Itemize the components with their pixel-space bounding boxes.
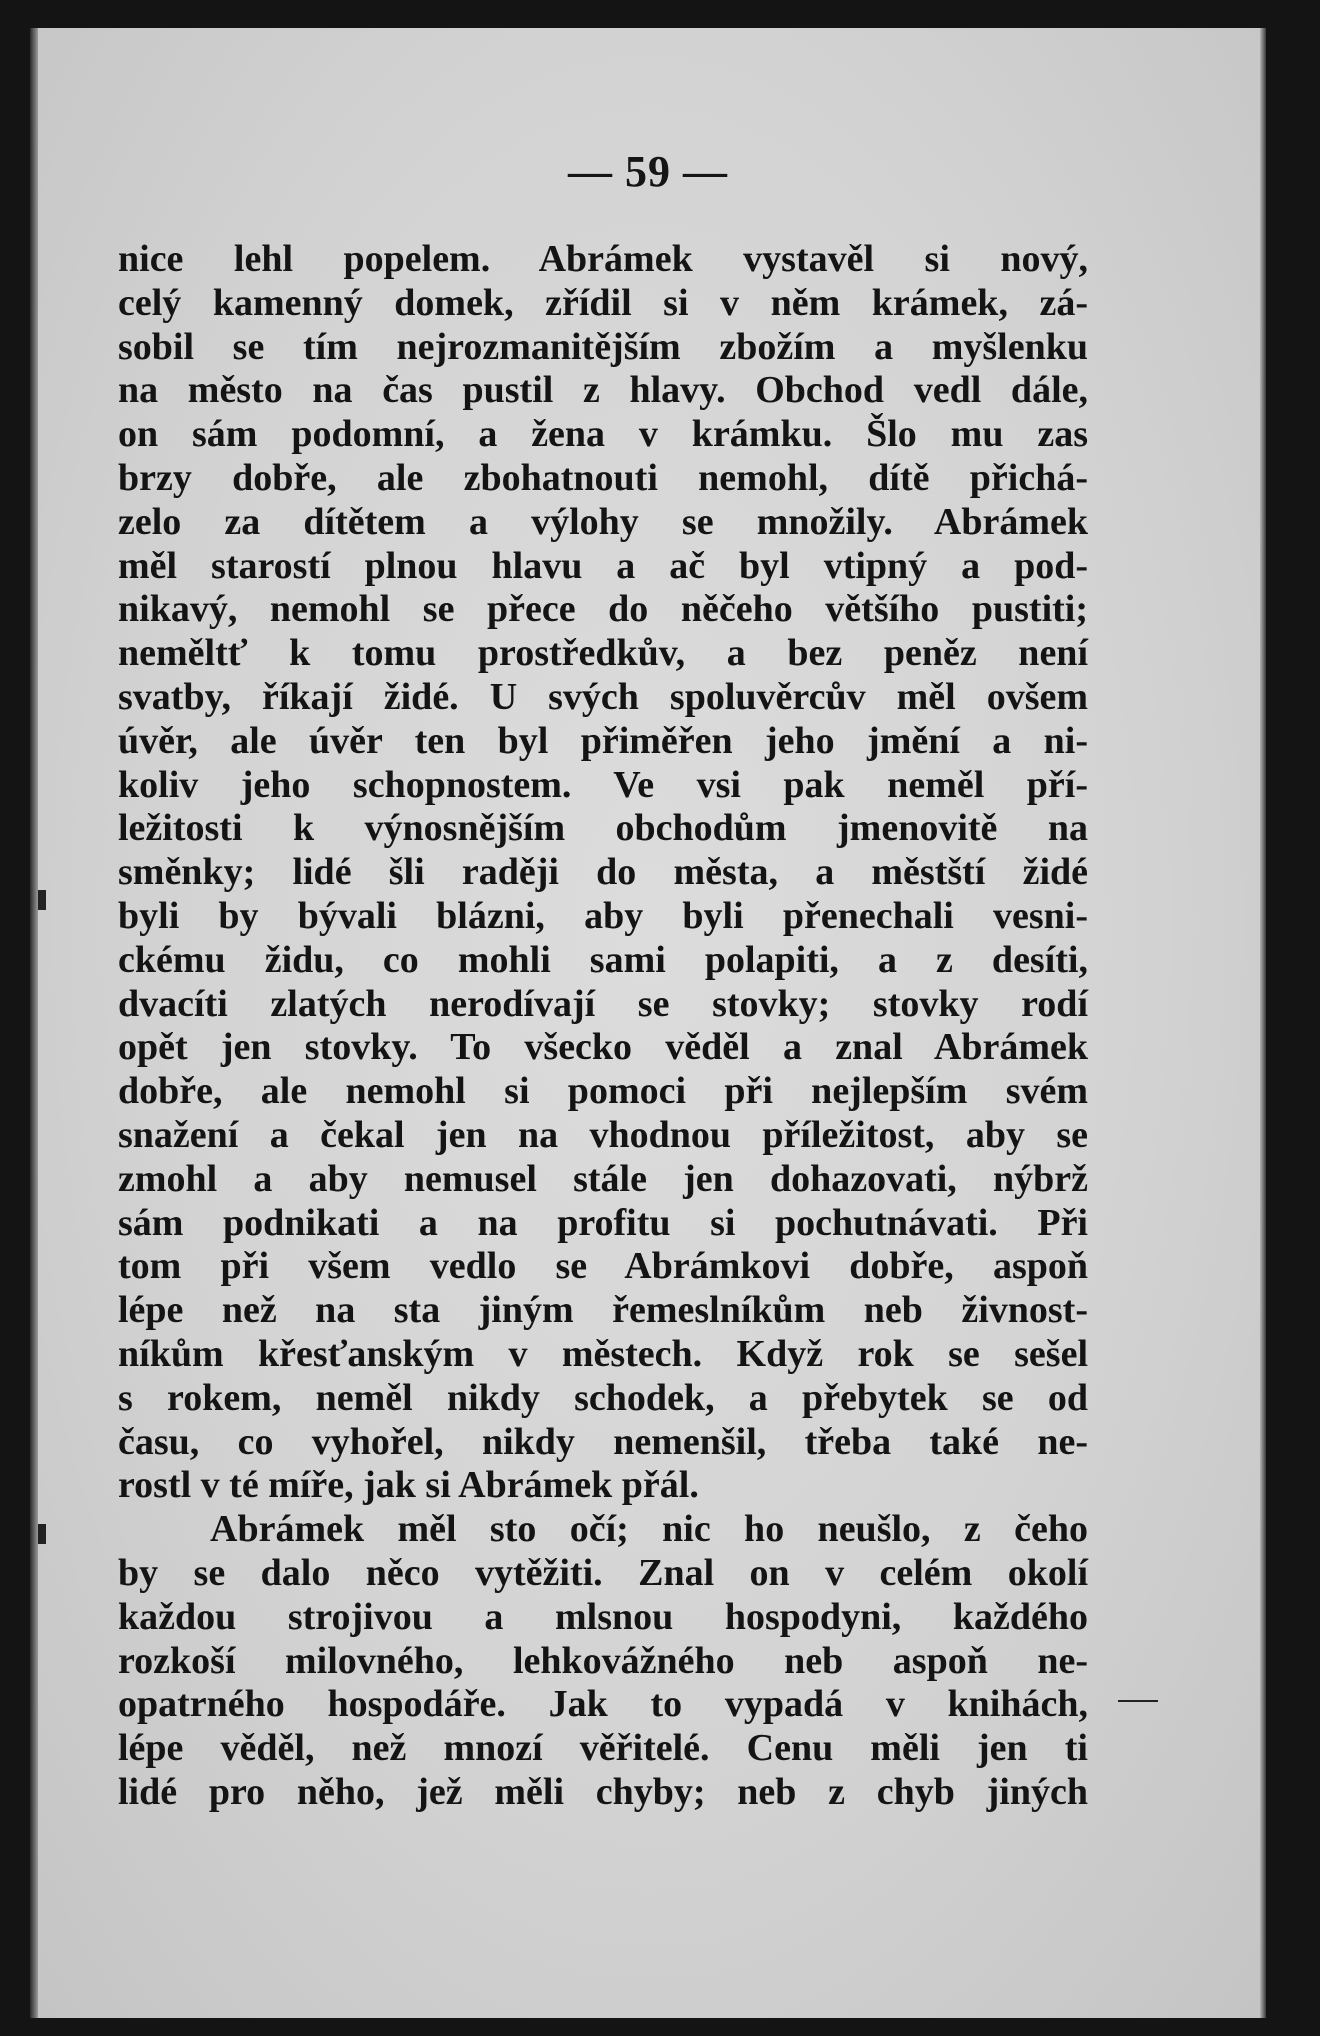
text-line: Abrámek měl sto očí; nic ho neušlo, z čeho [210,1508,1088,1551]
text-line: byli by bývali blázni, aby byli přenechali vesni- [118,894,1088,937]
text-line: zmohl a aby nemusel stále jen dohazovati, nýbrž [118,1157,1088,1200]
text-line: nikavý, nemohl se přece do něčeho většího pustiti; [118,588,1088,631]
text-line: brzy dobře, ale zbohatnouti nemohl, dítě přichá- [118,456,1088,499]
margin-mark [1118,1700,1158,1702]
text-line: snažení a čekal jen na vhodnou příležitost, aby se [118,1113,1088,1156]
page-left-edge [30,28,38,2018]
text-line: času, co vyhořel, nikdy nemenšil, třeba také ne- [118,1420,1088,1463]
text-line: s rokem, neměl nikdy schodek, a přebytek se od [118,1376,1088,1419]
text-line: sobil se tím nejrozmanitějším zbožím a myšlenku [118,325,1088,368]
text-line: koliv jeho schopnostem. Ve vsi pak neměl pří- [118,763,1088,806]
text-line: celý kamenný domek, zřídil si v něm krámek, zá- [118,281,1088,324]
text-line: směnky; lidé šli raději do města, a městští židé [118,851,1088,894]
text-line: nice lehl popelem. Abrámek vystavěl si nový, [118,238,1088,280]
text-line: dobře, ale nemohl si pomoci při nejlepším svém [118,1070,1088,1113]
text-line: ležitosti k výnosnějším obchodům jmenovitě na [118,807,1088,850]
text-line: lépe než na sta jiným řemeslníkům neb živnost- [118,1289,1088,1332]
text-line: svatby, říkají židé. U svých spoluvěrcův měl ovšem [118,675,1088,718]
body-text [118,238,1088,1815]
text-line: tom při všem vedlo se Abrámkovi dobře, aspoň [118,1245,1088,1288]
text-line: rozkoší milovného, lehkovážného neb aspoň ne- [118,1639,1088,1682]
text-line: ckému židu, co mohli sami polapiti, a z desíti, [118,938,1088,981]
text-line: opatrného hospodáře. Jak to vypadá v knihách, [118,1683,1088,1726]
text-line: neměltť k tomu prostředkův, a bez peněz není [118,632,1088,675]
margin-mark [38,1524,46,1544]
page-right-edge [1260,28,1266,2018]
text-line: opět jen stovky. To všecko věděl a znal Abrámek [118,1026,1088,1069]
text-line: sám podnikati a na profitu si pochutnávati. Při [118,1201,1088,1244]
text-line: měl starostí plnou hlavu a ač byl vtipný a pod- [118,544,1088,587]
text-line: zelo za dítětem a výlohy se množily. Abrámek [118,500,1088,543]
book-page [30,28,1266,2018]
text-line: níkům křesťanským v městech. Když rok se sešel [118,1332,1088,1375]
margin-mark [38,890,46,910]
text-line: na město na čas pustil z hlavy. Obchod vedl dále, [118,369,1088,412]
text-line: lépe věděl, než mnozí věřitelé. Cenu měli jen ti [118,1727,1088,1770]
text-line: rostl v té míře, jak si Abrámek přál. [118,1464,699,1507]
text-line: úvěr, ale úvěr ten byl přiměřen jeho jmění a ni- [118,719,1088,762]
page-number: — 59 — [568,147,728,196]
text-line: on sám podomní, a žena v krámku. Šlo mu zas [118,413,1088,456]
text-line: lidé pro něho, jež měli chyby; neb z chyb jiných [118,1770,1088,1813]
text-line: dvacíti zlatých nerodívají se stovky; stovky rodí [118,982,1088,1025]
text-line: by se dalo něco vytěžiti. Znal on v celém okolí [118,1551,1088,1594]
text-line: každou strojivou a mlsnou hospodyni, každého [118,1595,1088,1638]
